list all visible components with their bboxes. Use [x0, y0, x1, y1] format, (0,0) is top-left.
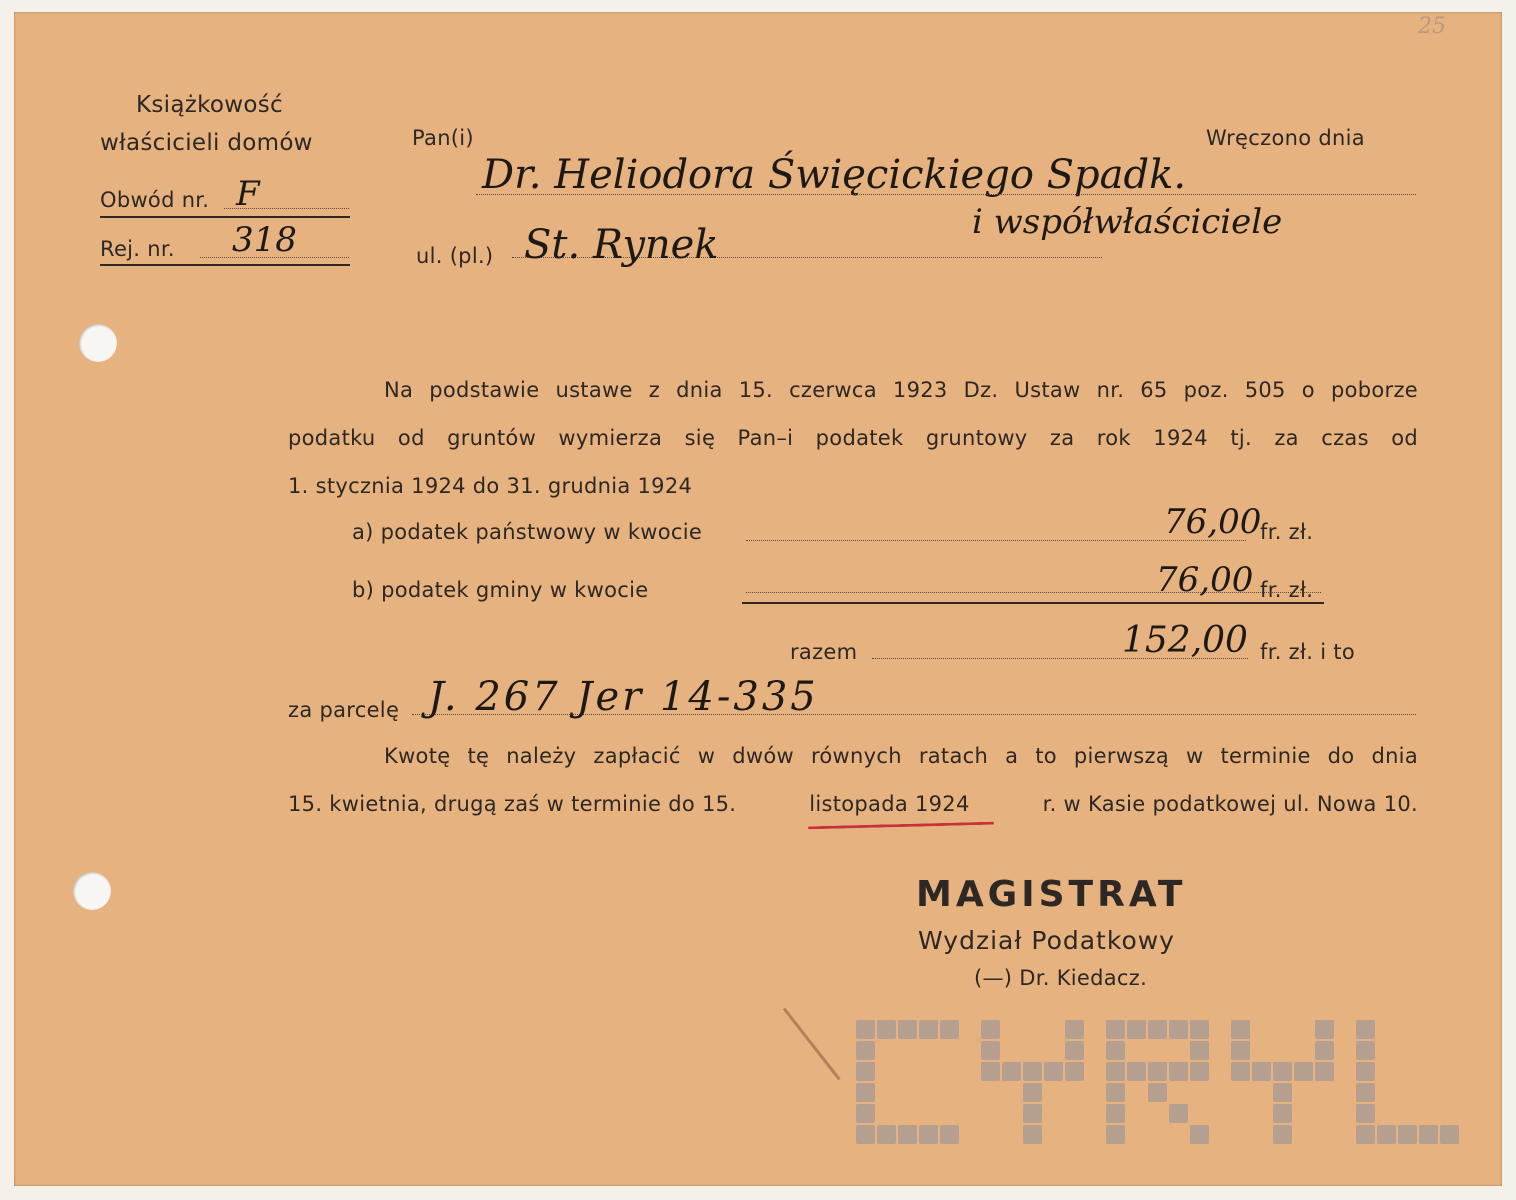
watermark-pixel	[856, 1125, 875, 1144]
watermark-pixel	[1273, 1104, 1292, 1123]
watermark-pixel	[1169, 1104, 1188, 1123]
watermark-pixel	[1315, 1041, 1334, 1060]
parcel-value: J. 267 Jer 14-335	[428, 674, 819, 720]
watermark-pixel	[1065, 1062, 1084, 1081]
watermark-pixel	[1190, 1041, 1209, 1060]
watermark-pixel	[1002, 1062, 1021, 1081]
street-value: St. Rynek	[524, 222, 719, 268]
payment-line2	[288, 792, 1418, 816]
punch-hole-bottom	[73, 872, 111, 910]
rej-label: Rej. nr.	[100, 237, 175, 261]
rej-rule	[100, 264, 350, 266]
watermark-pixel	[1231, 1020, 1250, 1039]
municipal-tax-label: b) podatek gminy w kwocie	[352, 578, 649, 602]
watermark-pixel	[1148, 1062, 1167, 1081]
watermark-pixel	[981, 1041, 1000, 1060]
watermark-pixel	[981, 1062, 1000, 1081]
office-name: MAGISTRAT	[916, 874, 1187, 915]
watermark-pixel	[1356, 1125, 1375, 1144]
payment-line2-start: 15. kwietnia, drugą zaś w terminie do 15.	[288, 792, 737, 816]
watermark-pixel	[1315, 1062, 1334, 1081]
total-unit: fr. zł. i to	[1260, 640, 1355, 664]
parcel-label: za parcelę	[288, 698, 400, 722]
addressee-name: Dr. Heliodora Święcickiego Spadk.	[482, 152, 1187, 198]
watermark-pixel	[1356, 1104, 1375, 1123]
watermark-pixel	[1273, 1062, 1292, 1081]
watermark-pixel	[1023, 1125, 1042, 1144]
watermark-pixel	[1419, 1125, 1438, 1144]
watermark-pixel	[856, 1062, 875, 1081]
total-label: razem	[790, 640, 858, 664]
watermark-pixel	[1169, 1020, 1188, 1039]
total-value: 152,00	[1122, 620, 1248, 661]
watermark-pixel	[1294, 1062, 1313, 1081]
watermark-pixel	[1065, 1041, 1084, 1060]
body-line3: 1. stycznia 1924 do 31. grudnia 1924	[288, 474, 693, 498]
co-owners-note: i współwłaściciele	[972, 202, 1283, 242]
watermark-pixel	[1148, 1020, 1167, 1039]
watermark-pixel	[1356, 1062, 1375, 1081]
watermark-pixel	[1023, 1062, 1042, 1081]
red-pencil-underline	[808, 822, 994, 830]
watermark-logo	[856, 1020, 1456, 1170]
document-page	[14, 12, 1502, 1186]
watermark-pixel	[1127, 1062, 1146, 1081]
watermark-pixel	[1106, 1083, 1125, 1102]
payment-line2-end: r. w Kasie podatkowej ul. Nowa 10.	[1042, 792, 1418, 816]
watermark-pixel	[1106, 1125, 1125, 1144]
corner-pencil-mark: 25	[1418, 14, 1446, 39]
body-line2: podatku od gruntów wymierza się Pan–i podatek gruntowy za rok 1924 tj. za czas od	[288, 426, 1418, 450]
watermark-pixel	[1023, 1104, 1042, 1123]
watermark-pixel	[898, 1020, 917, 1039]
header-title-line1: Książkowość	[136, 92, 284, 118]
obwod-label: Obwód nr.	[100, 188, 210, 212]
payment-line1	[384, 744, 1418, 768]
watermark-pixel	[1127, 1020, 1146, 1039]
watermark-pixel	[877, 1125, 896, 1144]
watermark-pixel	[1231, 1041, 1250, 1060]
payment-line2-deadline: listopada 1924	[809, 792, 970, 816]
payment-line1-text: Kwotę tę należy zapłacić w dwów równych ratach a to pierwszą w terminie do dnia	[384, 744, 1418, 768]
watermark-pixel	[1190, 1062, 1209, 1081]
watermark-pixel	[1377, 1125, 1396, 1144]
watermark-pixel	[898, 1125, 917, 1144]
state-tax-unit: fr. zł.	[1260, 520, 1314, 544]
watermark-pixel	[1106, 1041, 1125, 1060]
watermark-pixel	[1273, 1125, 1292, 1144]
watermark-pixel	[856, 1083, 875, 1102]
watermark-pixel	[981, 1020, 1000, 1039]
sum-rule	[742, 602, 1324, 604]
watermark-pixel	[1273, 1083, 1292, 1102]
department-name: Wydział Podatkowy	[918, 926, 1175, 955]
addressee-dotted-line	[476, 194, 1416, 195]
watermark-pixel	[940, 1125, 959, 1144]
state-tax-label: a) podatek państwowy w kwocie	[352, 520, 703, 544]
watermark-pixel	[1190, 1020, 1209, 1039]
watermark-pixel	[856, 1020, 875, 1039]
body-line1: Na podstawie ustawe z dnia 15. czerwca 1923 Dz. Ustaw nr. 65 poz. 505 o poborze	[384, 378, 1418, 402]
watermark-pixel	[1398, 1125, 1417, 1144]
header-title-line2: właścicieli domów	[100, 130, 313, 156]
watermark-pixel	[1190, 1125, 1209, 1144]
watermark-pixel	[877, 1020, 896, 1039]
wreczono-label: Wręczono dnia	[1206, 126, 1365, 150]
obwod-rule	[100, 216, 350, 218]
watermark-pixel	[1169, 1062, 1188, 1081]
watermark-pixel	[1023, 1083, 1042, 1102]
pencil-stroke	[783, 1008, 841, 1081]
obwod-value: F	[236, 174, 260, 214]
municipal-tax-value: 76,00	[1156, 560, 1254, 600]
state-tax-value: 76,00	[1164, 502, 1262, 542]
watermark-pixel	[856, 1041, 875, 1060]
watermark-pixel	[1231, 1062, 1250, 1081]
watermark-pixel	[1065, 1020, 1084, 1039]
watermark-pixel	[1044, 1062, 1063, 1081]
watermark-pixel	[1440, 1125, 1459, 1144]
watermark-pixel	[1106, 1104, 1125, 1123]
watermark-pixel	[1252, 1062, 1271, 1081]
rej-value: 318	[232, 220, 297, 260]
watermark-pixel	[940, 1020, 959, 1039]
watermark-pixel	[1356, 1020, 1375, 1039]
watermark-pixel	[1106, 1062, 1125, 1081]
watermark-pixel	[1356, 1041, 1375, 1060]
punch-hole-top	[79, 324, 117, 362]
watermark-pixel	[919, 1020, 938, 1039]
watermark-pixel	[1106, 1020, 1125, 1039]
watermark-pixel	[1315, 1020, 1334, 1039]
watermark-pixel	[919, 1125, 938, 1144]
pan-label: Pan(i)	[412, 126, 474, 150]
municipal-tax-unit: fr. zł.	[1260, 578, 1314, 602]
signature-line: (—) Dr. Kiedacz.	[974, 966, 1148, 990]
watermark-pixel	[856, 1104, 875, 1123]
watermark-pixel	[1356, 1083, 1375, 1102]
watermark-pixel	[1148, 1083, 1167, 1102]
street-label: ul. (pl.)	[416, 244, 494, 268]
